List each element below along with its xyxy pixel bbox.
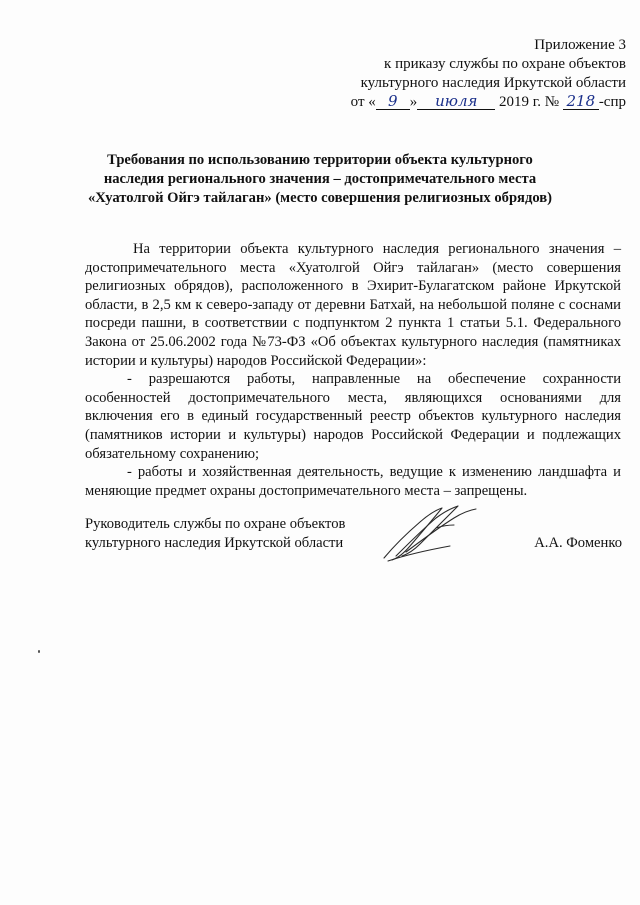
document-title: Требования по использованию территории объекта культурного наследия регионального значения – достопримечательного места «Хуатолгой Ойгэ тайлаган» (место совершения религиозных обрядов) xyxy=(87,152,553,206)
handwritten-day: 9 xyxy=(376,94,410,110)
scan-speck xyxy=(38,650,40,653)
appendix-number: Приложение 3 xyxy=(534,37,626,53)
signatory-position-line2: культурного наследия Иркутской области xyxy=(85,535,344,551)
appendix-header xyxy=(266,36,626,112)
handwritten-order-number: 218 xyxy=(563,94,599,110)
date-mid: » xyxy=(409,94,418,110)
signatory-name: А.А. Фоменко xyxy=(534,535,622,551)
appendix-date-line xyxy=(266,93,626,112)
order-suffix: -спр xyxy=(598,94,626,110)
handwritten-signature xyxy=(376,498,486,568)
appendix-order-ref: к приказу службы по охране объектов xyxy=(384,56,626,72)
signatory-position xyxy=(85,515,375,553)
date-prefix: от « xyxy=(350,94,376,110)
date-year: 2019 г. № xyxy=(499,94,560,110)
appendix-authority: культурного наследия Иркутской области xyxy=(360,75,626,91)
prohibited-works-item: - работы и хозяйственная деятельность, ведущие к изменению ландшафта и меняющие предмет охраны достопримечательного места – запрещены. xyxy=(85,464,621,499)
intro-paragraph: На территории объекта культурного наследия регионального значения – достопримечательного места «Хуатолгой Ойгэ тайлаган» (место совершения религиозных обрядов), расположенного в Эхирит-Булагатском районе Иркутской области, в 2,5 км к северо-западу от деревни Батхай, на небольшой поляне с соснами посреди пашни, в соответствии с подпунктом 2 пункта 1 статьи 5.1. Федерального Закона от 25.06.2002 года №73-ФЗ «Об объектах культурного наследия (памятниках истории и культуры) народов Российской Федерации»: xyxy=(85,241,621,369)
handwritten-month: июля xyxy=(417,94,495,110)
permitted-works-item: - разрешаются работы, направленные на обеспечение сохранности особенностей достопримечательного места, являющихся основаниями для включения его в единый государственный реестр объектов культурного наследия (памятников истории и культуры) народов Российской Федерации и подлежащих обязательному сохранению; xyxy=(85,371,621,462)
document-body xyxy=(85,240,621,500)
signatory-position-line1: Руководитель службы по охране объектов xyxy=(85,516,346,532)
